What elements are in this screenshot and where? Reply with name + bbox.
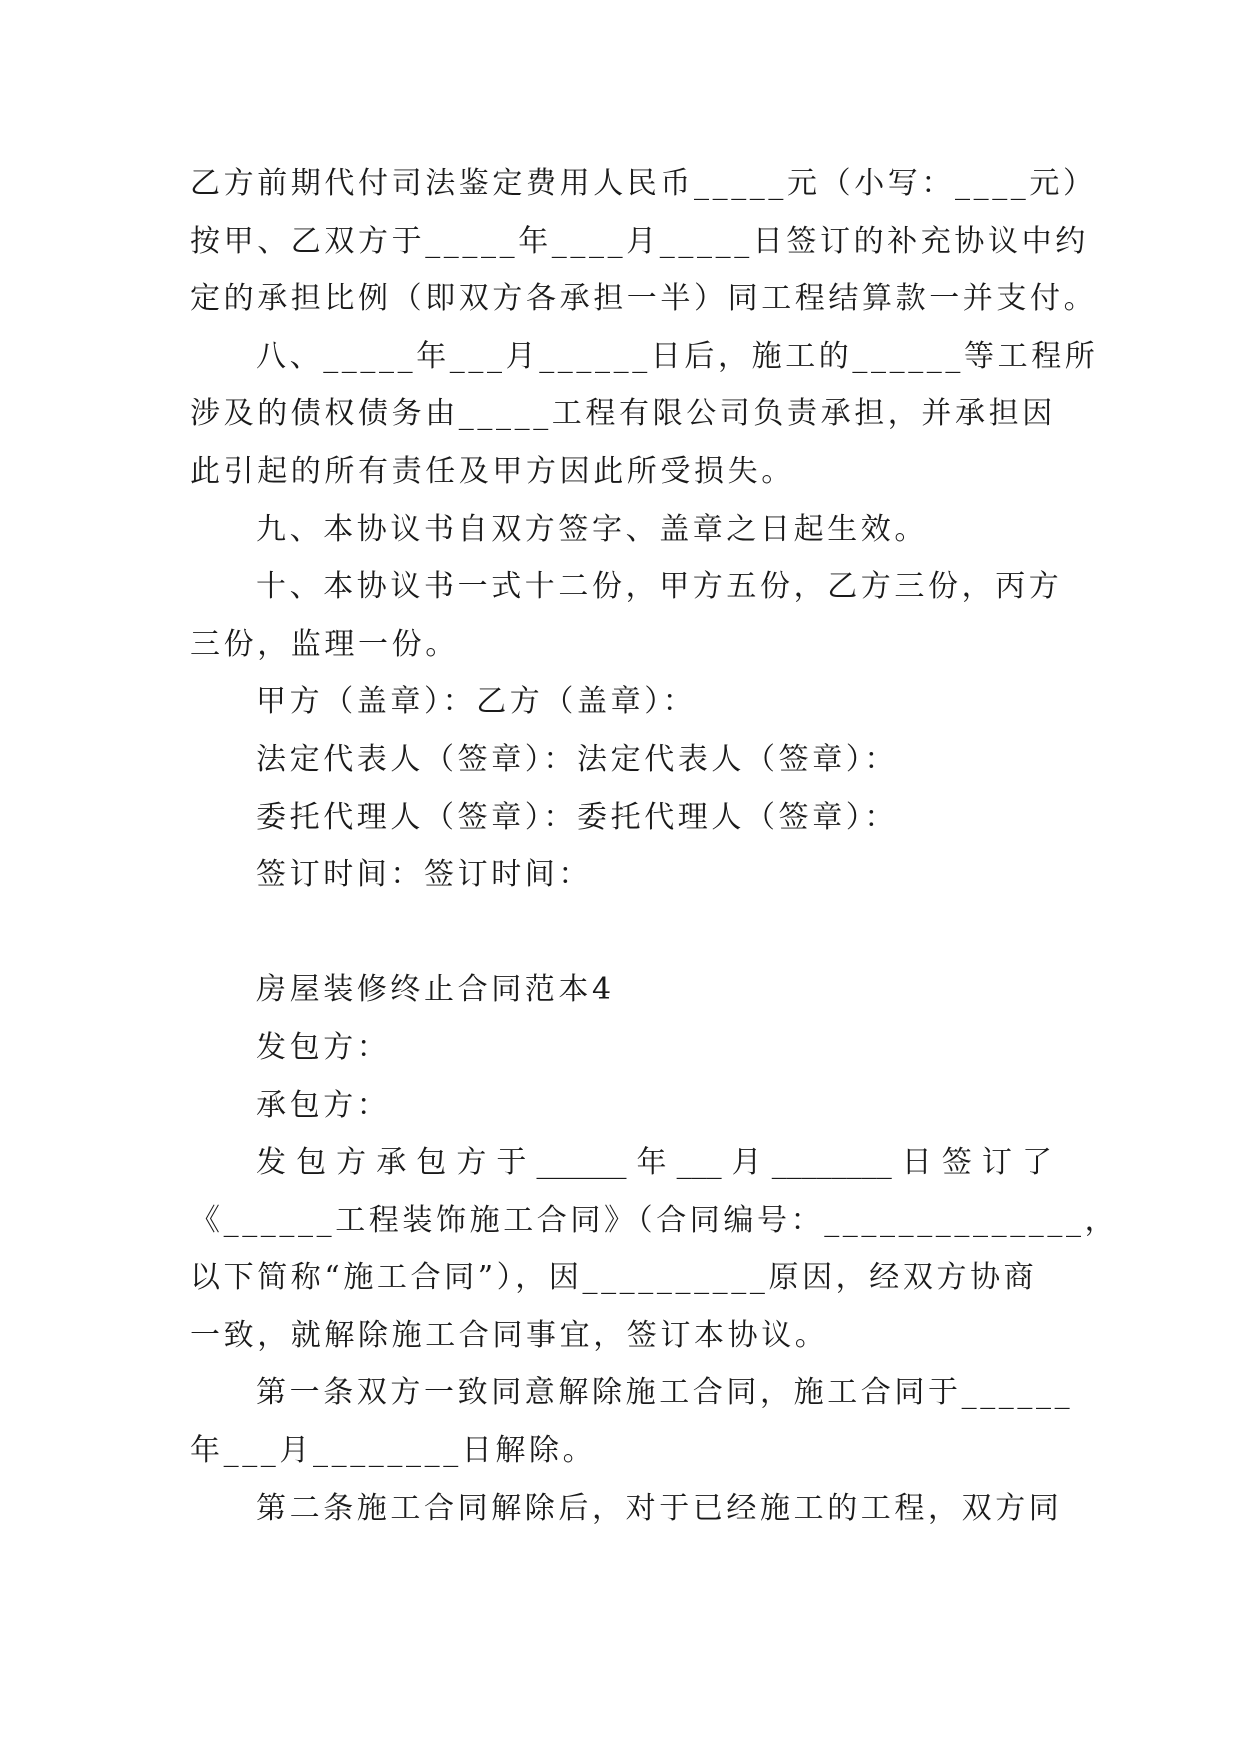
authorized-agent-line: 委托代理人（签章）：委托代理人（签章）： — [256, 799, 898, 835]
signing-date-line: 签订时间：签订时间： — [256, 857, 592, 893]
clause-eight-line: 八、_____年___月______日后，施工的______等工程所 — [256, 338, 1099, 374]
legal-representative-line: 法定代表人（签章）：法定代表人（签章）： — [256, 741, 898, 777]
paragraph-line: 定的承担比例（即双方各承担一半）同工程结算款一并支付。 — [190, 281, 1098, 317]
party-seal-line: 甲方（盖章）：乙方（盖章）： — [256, 684, 697, 720]
clause-nine-line: 九、本协议书自双方签字、盖章之日起生效。 — [256, 511, 928, 547]
section-title: 房屋装修终止合同范本4 — [256, 972, 615, 1008]
contractor-line: 承包方： — [256, 1087, 391, 1123]
paragraph-line: 一致，就解除施工合同事宜，签订本协议。 — [190, 1317, 829, 1353]
section-gap — [190, 904, 1052, 962]
paragraph-line: 三份，监理一份。 — [190, 626, 459, 662]
paragraph-line: 以下简称“施工合同”），因__________原因，经双方协商 — [190, 1260, 1038, 1296]
clause-ten-line: 十、本协议书一式十二份，甲方五份，乙方三份，丙方 — [256, 569, 1063, 605]
paragraph-line: 此引起的所有责任及甲方因此所受损失。 — [190, 453, 795, 489]
article-two-line: 第二条施工合同解除后，对于已经施工的工程，双方同 — [256, 1490, 1063, 1526]
paragraph-line: 乙方前期代付司法鉴定费用人民币_____元（小写：____元） — [190, 166, 1097, 201]
paragraph-line: 按甲、乙双方于_____年____月_____日签订的补充协议中约 — [190, 223, 1089, 259]
paragraph-line: 《______工程装饰施工合同》（合同编号：______________， — [190, 1202, 1119, 1238]
employer-line: 发包方： — [256, 1029, 391, 1065]
paragraph-line: 涉及的债权债务由_____工程有限公司负责承担，并承担因 — [190, 396, 1056, 432]
document-body — [190, 155, 1119, 1537]
intro-paragraph-line: 发包方承包方于______年___月________日签订了 — [256, 1145, 1052, 1181]
paragraph-line: 年___月________日解除。 — [190, 1433, 597, 1469]
article-one-line: 第一条双方一致同意解除施工合同，施工合同于______ — [256, 1375, 1074, 1411]
